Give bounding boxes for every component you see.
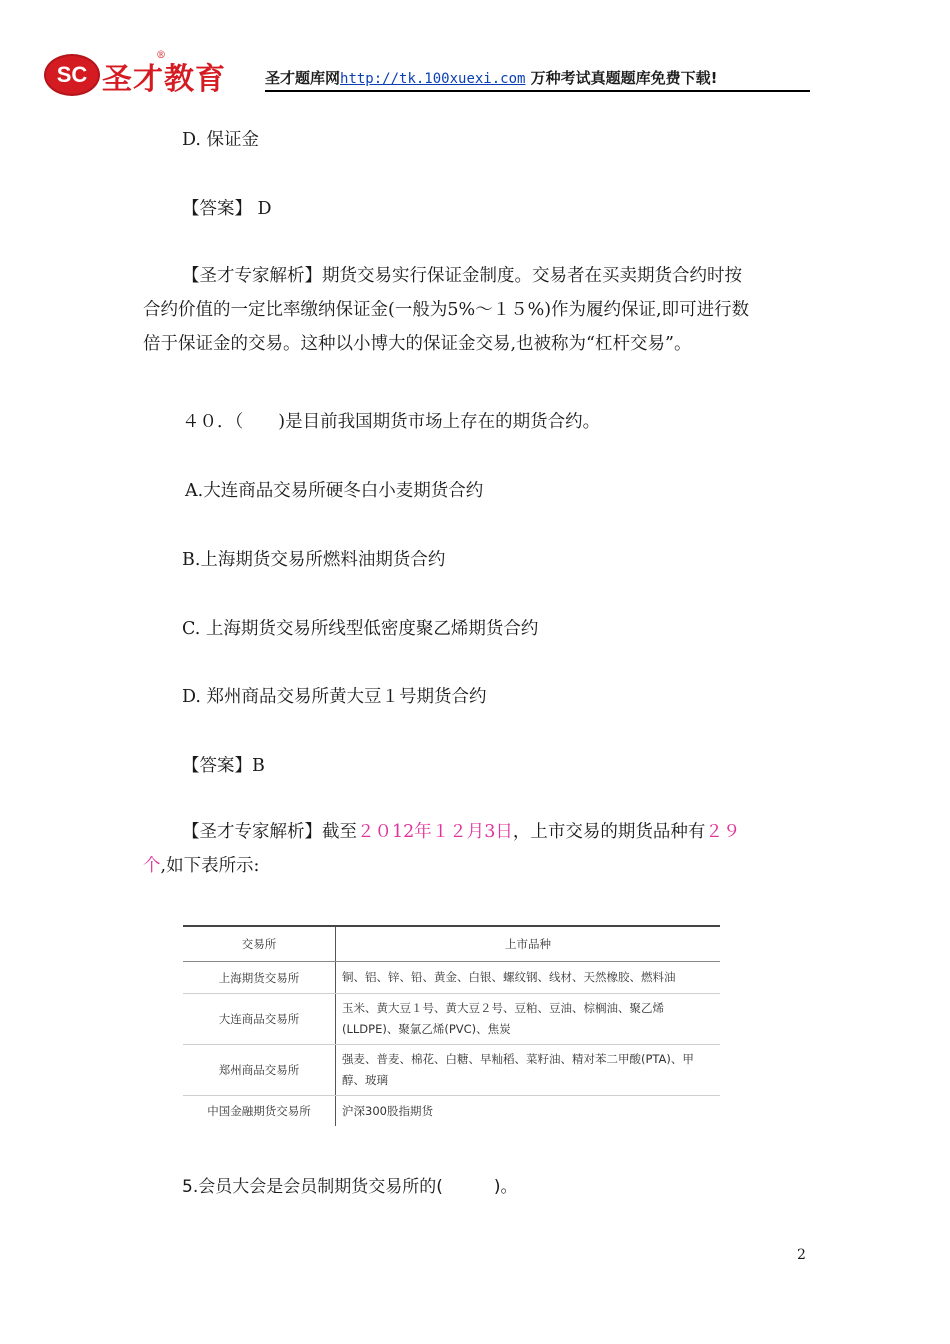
q39-analysis-line: 合约价值的一定比率缴纳保证金(一般为5%～１５%)作为履约保证,即可进行数 <box>143 300 750 320</box>
page-number: 2 <box>797 1247 806 1263</box>
tagline-suffix: 万种考试真题题库免费下载! <box>525 69 718 87</box>
logo-badge-icon <box>44 54 100 96</box>
futures-products-table <box>183 925 720 1126</box>
table-row <box>183 962 720 994</box>
analysis-prefix: 【圣才专家解析】截至 <box>182 822 357 842</box>
q40-option-a: A.大连商品交易所硬冬白小麦期货合约 <box>185 481 484 501</box>
exchange-cell: 中国金融期货交易所 <box>183 1096 336 1127</box>
logo-badge-text: SC <box>56 62 88 87</box>
table-row <box>183 1045 720 1096</box>
analysis-suffix: ,如下表所示: <box>160 856 260 876</box>
q39-analysis-line: 【圣才专家解析】期货交易实行保证金制度。交易者在买卖期货合约时按 <box>182 266 742 286</box>
logo-text: 圣才教育 <box>102 62 226 97</box>
q40-option-c: C. 上海期货交易所线型低密度聚乙烯期货合约 <box>182 619 539 639</box>
analysis-middle: ，上市交易的期货品种有 <box>512 822 706 842</box>
q39-analysis <box>143 259 813 361</box>
q39-option-d: D. 保证金 <box>182 130 260 150</box>
q39-answer: 【答案】 D <box>182 199 272 219</box>
q40-analysis-line2 <box>143 849 813 883</box>
exchange-cell: 郑州商品交易所 <box>183 1045 336 1096</box>
q40-answer: 【答案】B <box>182 756 265 776</box>
q40-option-d: D. 郑州商品交易所黄大豆１号期货合约 <box>182 687 487 707</box>
table-row <box>183 994 720 1045</box>
q5-stem: 5.会员大会是会员制期货交易所的( )。 <box>182 1177 518 1197</box>
exchange-cell: 上海期货交易所 <box>183 962 336 994</box>
table-header-products: 上市品种 <box>336 926 721 962</box>
analysis-count-unit: 个 <box>143 856 161 876</box>
products-cell: 铜、铝、锌、铅、黄金、白银、螺纹钢、线材、天然橡胶、燃料油 <box>336 962 721 994</box>
table-row <box>183 1096 720 1127</box>
tagline-prefix: 圣才题库网 <box>265 69 341 87</box>
header-tagline <box>265 67 718 88</box>
analysis-date: ２０12年１２月3日 <box>357 822 513 842</box>
table-header-exchange: 交易所 <box>183 926 336 962</box>
logo-registered-mark: ® <box>156 50 166 61</box>
table-header-row <box>183 926 720 962</box>
q40-analysis-line1 <box>143 815 813 849</box>
products-cell: 强麦、普麦、棉花、白糖、早籼稻、菜籽油、精对苯二甲酸(PTA)、甲醇、玻璃 <box>336 1045 721 1096</box>
q40-stem: ４０．（ )是目前我国期货市场上存在的期货合约。 <box>182 412 601 432</box>
tagline-url-link[interactable]: http://tk.100xuexi.com <box>340 71 526 87</box>
q39-analysis-line: 倍于保证金的交易。这种以小博大的保证金交易,也被称为“杠杆交易”。 <box>143 334 692 354</box>
products-cell: 玉米、黄大豆１号、黄大豆２号、豆粕、豆油、棕榈油、聚乙烯(LLDPE)、聚氯乙烯(PVC)、焦炭 <box>336 994 721 1045</box>
q40-option-b: B.上海期货交易所燃料油期货合约 <box>182 550 446 570</box>
page-header <box>40 50 810 97</box>
exchange-cell: 大连商品交易所 <box>183 994 336 1045</box>
q40-analysis <box>143 815 813 883</box>
products-cell: 沪深300股指期货 <box>342 1103 433 1118</box>
analysis-count: ２９ <box>705 822 741 842</box>
shengcai-logo <box>44 50 254 97</box>
header-rule <box>265 90 810 92</box>
